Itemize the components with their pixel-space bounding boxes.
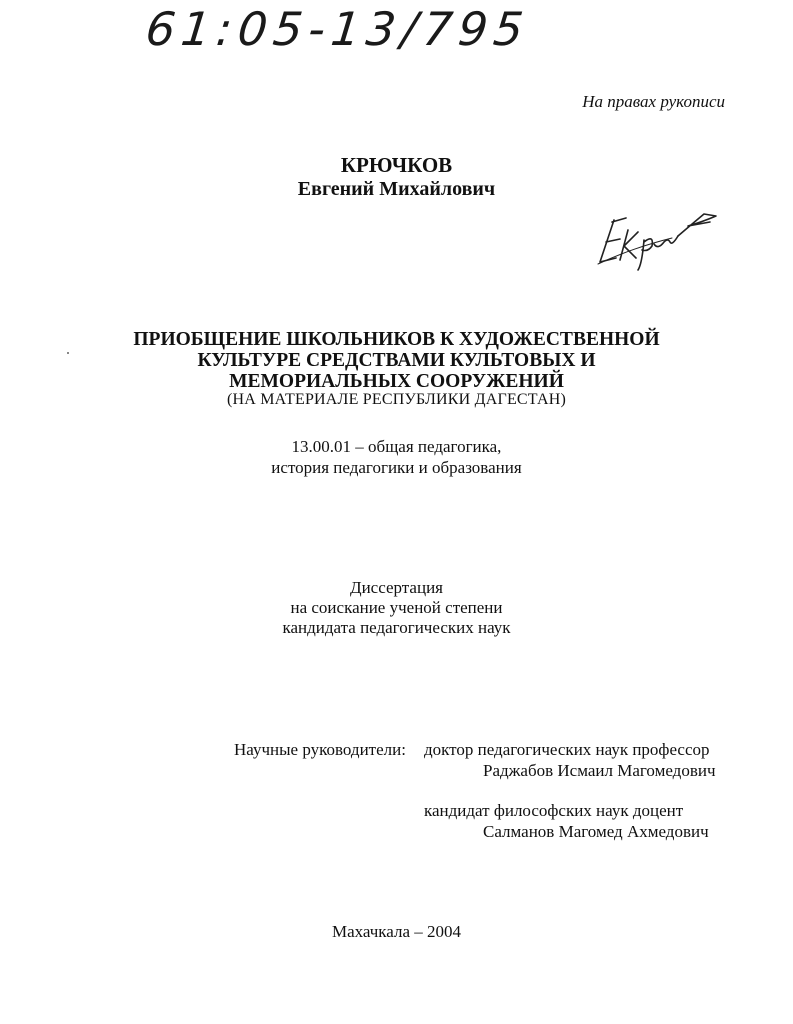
- scan-speck: [67, 352, 69, 354]
- degree-line-1: Диссертация: [349, 578, 443, 597]
- advisor-2-name: Салманов Магомед Ахмедович: [483, 822, 709, 841]
- city-year: Махачкала – 2004: [331, 922, 462, 941]
- author-signature: [592, 202, 722, 272]
- advisor-1-title: доктор педагогических наук профессор: [424, 740, 710, 759]
- advisor-1-name: Раджабов Исмаил Магомедович: [483, 761, 716, 780]
- degree-line-3: кандидата педагогических наук: [282, 618, 511, 637]
- rights-note: На правах рукописи: [582, 92, 725, 111]
- specialty-line-1: 13.00.01 – общая педагогика,: [291, 437, 502, 456]
- thesis-title-line-3: МЕМОРИАЛЬНЫХ СООРУЖЕНИЙ: [229, 371, 564, 392]
- thesis-title-line-2: КУЛЬТУРЕ СРЕДСТВАМИ КУЛЬТОВЫХ И: [197, 350, 596, 371]
- author-surname: КРЮЧКОВ: [340, 153, 453, 177]
- advisors-label: Научные руководители:: [234, 740, 406, 759]
- archive-number: 61:05-13/795: [143, 2, 532, 56]
- thesis-title-line-1: ПРИОБЩЕНИЕ ШКОЛЬНИКОВ К ХУДОЖЕСТВЕННОЙ: [133, 329, 660, 350]
- advisor-2-title: кандидат философских наук доцент: [424, 801, 684, 820]
- author-name: Евгений Михайлович: [297, 178, 496, 200]
- specialty-line-2: история педагогики и образования: [271, 458, 522, 477]
- thesis-title: [0, 329, 793, 392]
- thesis-subtitle: (НА МАТЕРИАЛЕ РЕСПУБЛИКИ ДАГЕСТАН): [226, 391, 567, 408]
- degree-statement: [0, 578, 793, 638]
- degree-line-2: на соискание ученой степени: [290, 598, 503, 617]
- specialty-code: [0, 436, 793, 478]
